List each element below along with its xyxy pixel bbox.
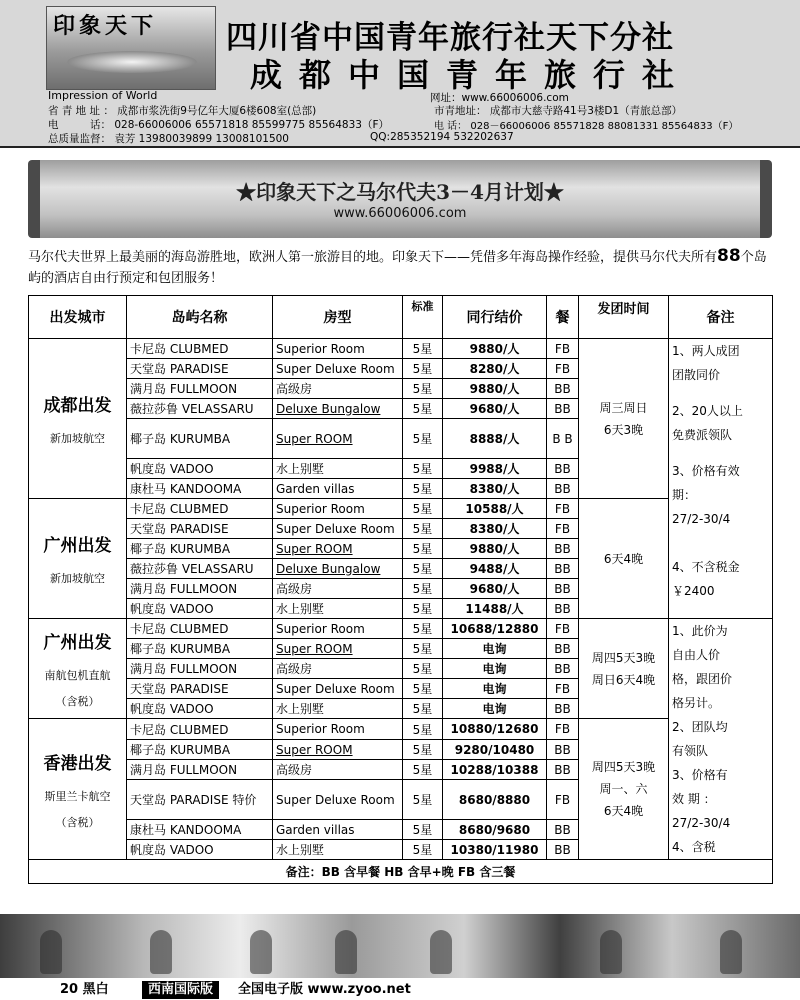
room-type: 高级房	[273, 760, 403, 780]
meal-plan: BB	[547, 760, 579, 780]
island-name: 卡尼岛 CLUBMED	[127, 619, 273, 639]
departure-city: 香港出发	[43, 753, 112, 774]
star-rating: 5星	[403, 519, 443, 539]
island-name: 椰子岛 KURUMBA	[127, 639, 273, 659]
departure-city-cell	[29, 339, 127, 499]
room-type: 水上别墅	[273, 840, 403, 860]
star-rating: 5星	[403, 780, 443, 820]
remarks-line: 27/2-30/4	[672, 512, 731, 526]
departure-schedule-line: 周四5天3晚	[591, 760, 656, 774]
photo-person	[600, 930, 622, 974]
departure-schedule-line: 周一、六	[599, 782, 648, 796]
meal-plan: BB	[547, 740, 579, 760]
island-name: 椰子岛 KURUMBA	[127, 539, 273, 559]
room-type: Superior Room	[273, 499, 403, 519]
star-rating: 5星	[403, 379, 443, 399]
price: 9680/人	[443, 579, 547, 599]
star-rating: 5星	[403, 399, 443, 419]
room-type: Super Deluxe Room	[273, 359, 403, 379]
remarks-line	[672, 531, 769, 543]
quality-supervisor: 总质量监督： 袁芳 13980039899 13008101500	[48, 133, 289, 145]
remarks-line: 格，跟团价	[672, 672, 733, 686]
price: 9880/人	[443, 379, 547, 399]
room-type: Super ROOM	[273, 639, 403, 659]
meal-plan: BB	[547, 639, 579, 659]
phone-hq: 电 话： 028-66006006 65571818 85599775 85564833（F）	[48, 119, 389, 131]
agency-title-secondary: 成都中国青年旅行社	[250, 56, 692, 94]
island-name: 满月岛 FULLMOON	[127, 579, 273, 599]
island-name: 天堂岛 PARADISE	[127, 519, 273, 539]
photo-person	[430, 930, 452, 974]
star-rating: 5星	[403, 419, 443, 459]
intro-paragraph	[28, 246, 772, 289]
room-type: Super ROOM	[273, 419, 403, 459]
remarks-line: 4、含税	[672, 840, 716, 854]
banner-title: ★印象天下之马尔代夫3－4月计划★	[236, 180, 564, 204]
star-rating: 5星	[403, 579, 443, 599]
airline: 南航包机直航	[44, 669, 111, 682]
room-type: 水上别墅	[273, 459, 403, 479]
price: 电询	[443, 659, 547, 679]
island-name: 薇拉莎鲁 VELASSARU	[127, 399, 273, 419]
room-type: 高级房	[273, 659, 403, 679]
room-type: Deluxe Bungalow	[273, 559, 403, 579]
star-rating: 5星	[403, 559, 443, 579]
remarks	[669, 619, 773, 860]
remarks	[669, 339, 773, 619]
agency-title: 四川省中国青年旅行社天下分社	[226, 20, 674, 56]
price: 电询	[443, 639, 547, 659]
island-name: 椰子岛 KURUMBA	[127, 419, 273, 459]
departure-schedule	[579, 619, 669, 719]
meal-plan: BB	[547, 579, 579, 599]
remarks-line: 3、价格有效	[672, 464, 740, 478]
edition-url: 全国电子版 www.zyoo.net	[238, 982, 411, 997]
departure-schedule-line: 周日6天4晚	[591, 672, 656, 687]
meal-plan: BB	[547, 379, 579, 399]
island-name: 帆度岛 VADOO	[127, 459, 273, 479]
table-row	[29, 499, 773, 519]
col-header-depart: 发团时间	[579, 296, 669, 339]
departure-city-cell	[29, 619, 127, 719]
beach-photo-strip	[0, 914, 800, 978]
col-header-city: 出发城市	[29, 296, 127, 339]
star-rating: 5星	[403, 339, 443, 359]
island-image	[67, 51, 197, 73]
departure-city: 广州出发	[43, 536, 112, 556]
island-name: 满月岛 FULLMOON	[127, 379, 273, 399]
plan-banner	[28, 160, 772, 238]
logo-subtitle: Impression of World	[48, 89, 158, 102]
meal-plan: FB	[547, 619, 579, 639]
island-name: 康杜马 KANDOOMA	[127, 479, 273, 499]
island-name: 康杜马 KANDOOMA	[127, 820, 273, 840]
remarks-line: 2、20人以上	[672, 404, 743, 418]
page-number: 20 黑白	[60, 982, 109, 997]
remarks-line: 期：	[672, 488, 697, 502]
photo-person	[250, 930, 272, 974]
remarks-line: 有领队	[672, 744, 709, 758]
col-header-island: 岛屿名称	[127, 296, 273, 339]
room-type: Superior Room	[273, 619, 403, 639]
island-name: 帆度岛 VADOO	[127, 599, 273, 619]
header-band	[0, 0, 800, 148]
airline: 新加坡航空	[50, 432, 105, 445]
price: 8280/人	[443, 359, 547, 379]
star-rating: 5星	[403, 659, 443, 679]
photo-person	[150, 930, 172, 974]
remarks-line: 2、团队均	[672, 720, 728, 734]
meal-plan: BB	[547, 399, 579, 419]
star-rating: 5星	[403, 499, 443, 519]
meal-plan: B B	[547, 419, 579, 459]
star-rating: 5星	[403, 619, 443, 639]
island-name: 卡尼岛 CLUBMED	[127, 339, 273, 359]
departure-schedule-line: 周四5天3晚	[591, 650, 656, 665]
room-type: 高级房	[273, 379, 403, 399]
star-rating: 5星	[403, 699, 443, 719]
intro-text-end: 个岛屿的酒店自由行预定和包团服务！	[28, 250, 767, 286]
meal-plan: BB	[547, 659, 579, 679]
banner-url: www.66006006.com	[333, 206, 467, 221]
price: 11488/人	[443, 599, 547, 619]
tax-included: （含税）	[55, 815, 100, 829]
island-name: 天堂岛 PARADISE	[127, 679, 273, 699]
room-type: Superior Room	[273, 339, 403, 359]
photo-person	[40, 930, 62, 974]
departure-schedule-line: 周三周日	[599, 400, 648, 415]
meal-plan: BB	[547, 699, 579, 719]
meal-plan: BB	[547, 820, 579, 840]
island-name: 天堂岛 PARADISE	[127, 359, 273, 379]
intro-text: 马尔代夫世界上最美丽的海岛游胜地，欧洲人第一旅游目的地。印象天下——凭借多年海岛操作经验，提供马尔代夫所有	[28, 250, 718, 265]
airline: 斯里兰卡航空	[44, 789, 111, 803]
remarks-line: ￥2400	[672, 584, 715, 598]
price: 10588/人	[443, 499, 547, 519]
remarks-line	[672, 387, 769, 399]
meal-plan: FB	[547, 719, 579, 740]
price: 8380/人	[443, 519, 547, 539]
price: 9488/人	[443, 559, 547, 579]
star-rating: 5星	[403, 599, 443, 619]
website: 网址：www.66006006.com	[430, 92, 569, 104]
star-rating: 5星	[403, 639, 443, 659]
table-row	[29, 619, 773, 639]
remarks-line: 1、两人成团	[672, 344, 740, 358]
island-count: 88	[717, 246, 741, 266]
departure-schedule	[579, 499, 669, 619]
photo-person	[720, 930, 742, 974]
room-type: Super Deluxe Room	[273, 679, 403, 699]
price: 8680/9680	[443, 820, 547, 840]
price: 电询	[443, 679, 547, 699]
photo-person	[335, 930, 357, 974]
room-type: Deluxe Bungalow	[273, 399, 403, 419]
logo	[46, 6, 216, 90]
price: 9880/人	[443, 539, 547, 559]
price: 8888/人	[443, 419, 547, 459]
meal-plan-footnote: 备注：BB 含早餐 HB 含早+晚 FB 含三餐	[29, 860, 773, 884]
airline: 新加坡航空	[50, 572, 105, 585]
star-rating: 5星	[403, 359, 443, 379]
footnote-row	[29, 860, 773, 884]
col-header-room: 房型	[273, 296, 403, 339]
island-name: 帆度岛 VADOO	[127, 840, 273, 860]
departure-schedule-line: 6天4晚	[603, 551, 644, 566]
remarks-line	[672, 543, 769, 555]
phone-city: 电 话： 028－66006006 85571828 88081331 85564833（F）	[434, 121, 739, 132]
remarks-line: 1、此价为	[672, 624, 728, 638]
logo-text: 印象天下	[53, 14, 158, 39]
star-rating: 5星	[403, 820, 443, 840]
col-header-meal: 餐	[547, 296, 579, 339]
city-address: 市青地址： 成都市大慈寺路41号3楼D1（青旅总部）	[434, 105, 683, 117]
remarks-line: 格另计。	[672, 696, 721, 710]
col-header-price: 同行结价	[443, 296, 547, 339]
island-name: 天堂岛 PARADISE 特价	[127, 780, 273, 820]
room-type: Super Deluxe Room	[273, 780, 403, 820]
meal-plan: BB	[547, 539, 579, 559]
departure-schedule	[579, 719, 669, 860]
price: 电询	[443, 699, 547, 719]
qq-contact: QQ:285352194 532202637	[370, 131, 514, 143]
remarks-line: 免费派领队	[672, 428, 733, 442]
room-type: 水上别墅	[273, 599, 403, 619]
room-type: Super ROOM	[273, 740, 403, 760]
departure-city: 广州出发	[43, 633, 112, 653]
island-name: 满月岛 FULLMOON	[127, 760, 273, 780]
price: 10288/10388	[443, 760, 547, 780]
star-rating: 5星	[403, 740, 443, 760]
island-name: 卡尼岛 CLUBMED	[127, 719, 273, 740]
meal-plan: BB	[547, 479, 579, 499]
meal-plan: FB	[547, 499, 579, 519]
room-type: Super ROOM	[273, 539, 403, 559]
col-header-notes: 备注	[669, 296, 773, 339]
island-name: 满月岛 FULLMOON	[127, 659, 273, 679]
departure-schedule-line: 6天4晚	[603, 804, 644, 818]
col-header-star: 标准	[403, 296, 443, 339]
price: 9280/10480	[443, 740, 547, 760]
departure-city-cell	[29, 719, 127, 860]
departure-schedule-line: 6天3晚	[603, 422, 644, 437]
table-row	[29, 339, 773, 359]
hq-address: 省 青 地 址 ： 成都市浆洗街9号亿年大厦6楼608室(总部)	[48, 105, 317, 117]
meal-plan: FB	[547, 780, 579, 820]
remarks-line: 效 期 ：	[672, 792, 716, 806]
price: 8380/人	[443, 479, 547, 499]
meal-plan: BB	[547, 840, 579, 860]
room-type: Garden villas	[273, 820, 403, 840]
room-type: Super Deluxe Room	[273, 519, 403, 539]
remarks-line: 3、价格有	[672, 768, 728, 782]
departure-city-cell	[29, 499, 127, 619]
departure-schedule	[579, 339, 669, 499]
meal-plan: BB	[547, 599, 579, 619]
room-type: 高级房	[273, 579, 403, 599]
star-rating: 5星	[403, 760, 443, 780]
price: 10880/12680	[443, 719, 547, 740]
star-rating: 5星	[403, 479, 443, 499]
meal-plan: BB	[547, 559, 579, 579]
publication-name: 西南国际版	[142, 981, 219, 999]
star-rating: 5星	[403, 719, 443, 740]
star-rating: 5星	[403, 459, 443, 479]
room-type: Superior Room	[273, 719, 403, 740]
meal-plan: BB	[547, 459, 579, 479]
island-name: 椰子岛 KURUMBA	[127, 740, 273, 760]
room-type: 水上别墅	[273, 699, 403, 719]
price: 9988/人	[443, 459, 547, 479]
price: 10688/12880	[443, 619, 547, 639]
island-name: 卡尼岛 CLUBMED	[127, 499, 273, 519]
star-rating: 5星	[403, 539, 443, 559]
meal-plan: FB	[547, 339, 579, 359]
meal-plan: FB	[547, 679, 579, 699]
table-row	[29, 719, 773, 740]
remarks-line	[672, 447, 769, 459]
price: 10380/11980	[443, 840, 547, 860]
price-table	[28, 295, 773, 884]
meal-plan: FB	[547, 359, 579, 379]
star-rating: 5星	[403, 679, 443, 699]
island-name: 薇拉莎鲁 VELASSARU	[127, 559, 273, 579]
remarks-line: 27/2-30/4	[672, 816, 731, 830]
tax-included: （含税）	[55, 695, 100, 708]
island-name: 帆度岛 VADOO	[127, 699, 273, 719]
star-rating: 5星	[403, 840, 443, 860]
meal-plan: FB	[547, 519, 579, 539]
remarks-line: 4、不含税金	[672, 560, 740, 574]
remarks-line: 自由人价	[672, 648, 721, 662]
departure-city: 成都出发	[43, 396, 112, 416]
price: 9880/人	[443, 339, 547, 359]
price: 9680/人	[443, 399, 547, 419]
remarks-line: 团散同价	[672, 368, 721, 382]
room-type: Garden villas	[273, 479, 403, 499]
page-footer	[0, 980, 800, 1000]
price: 8680/8880	[443, 780, 547, 820]
